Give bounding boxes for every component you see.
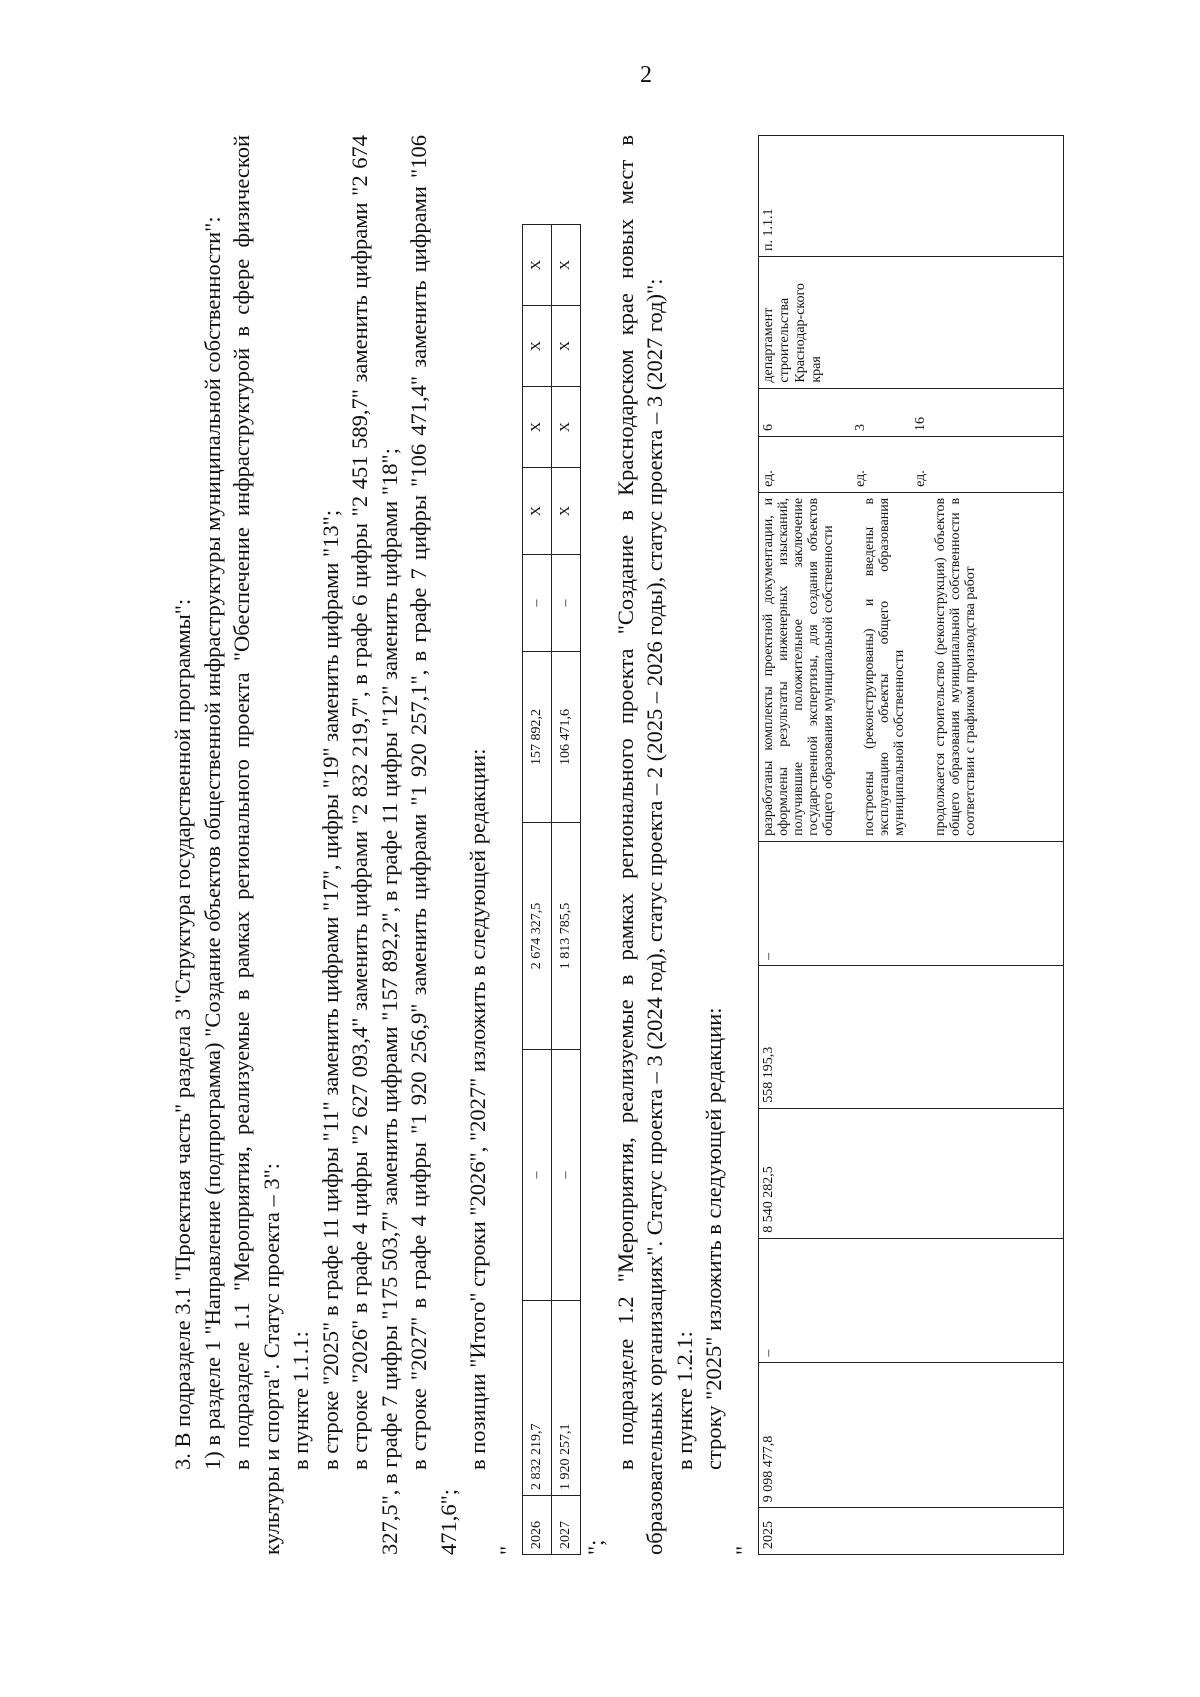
paragraph-row-2025: в строке "2025" в графе 11 цифры "11" заменить цифрами "17", цифры "19" заменить цифрами "13"; xyxy=(317,509,343,1470)
table-cell: – xyxy=(552,555,581,652)
result-text: разработаны комплекты проектной документации, и оформлены результаты инженерных изысканий, получившие положительное заключение государственной экспертизы, для создания объектов общего образования муниципальной собственности xyxy=(761,497,836,836)
paragraph-point-1-2-1: в пункте 1.2.1: xyxy=(671,1331,697,1470)
document-body xyxy=(168,135,1064,1555)
table-row xyxy=(523,225,552,1555)
paragraph-row-2027: в строке "2027" в графе 4 цифры "1 920 256,9" заменить цифрами "1 920 257,1", в графе 7 цифры "106 471,4" заменить цифрами "106 471,6"; xyxy=(406,135,461,1555)
value-text: 3 xyxy=(853,424,868,432)
table-cell: – xyxy=(552,1050,581,1301)
unit-text: ед. xyxy=(913,470,928,487)
value-text: 16 xyxy=(913,417,928,432)
results-cell xyxy=(759,492,1064,841)
paragraph-subsection-1-1: в подразделе 1.1 "Мероприятия, реализуемые в рамках регионального проекта "Обеспечение инфраструктурой в сфере физической культуры и спорта". Статус проекта – 3": xyxy=(229,135,284,1555)
executor-cell: департамент строительства Краснодар-ского края xyxy=(759,257,1064,389)
table-cell: – xyxy=(523,1050,552,1301)
table-cell: 1 813 785,5 xyxy=(552,823,581,1050)
table-cell: 2 674 327,5 xyxy=(523,823,552,1050)
local-cell: 558 195,3 xyxy=(759,965,1064,1108)
unit-text: ед. xyxy=(853,470,868,487)
table-cell: X xyxy=(523,387,552,468)
table-row xyxy=(759,136,1064,1555)
row-2025-table xyxy=(758,135,1064,1555)
itogo-table xyxy=(522,224,581,1555)
paragraph-itogo: в позиции "Итого" строки "2026", "2027" изложить в следующей редакции: xyxy=(465,748,490,1470)
table-cell: 1 920 257,1 xyxy=(552,1301,581,1496)
table-cell: – xyxy=(523,555,552,652)
unit-text: ед. xyxy=(761,470,776,487)
regional-cell: 8 540 282,5 xyxy=(759,1108,1064,1238)
paragraph-subsection-1-2: в подразделе 1.2 "Мероприятия, реализуемые в рамках регионального проекта "Создание в Краснодарском крае новых мест в образовательных организациях". Статус проекта – 3 (2024 год), статус проекта – 2 (2025 – 2026 годы), статус проекта – 3 (2027 год)": xyxy=(612,135,667,1555)
value-text: 6 xyxy=(761,424,776,432)
paragraph-row-2025-redaction: строку "2025" изложить в следующей редакции: xyxy=(701,1007,726,1470)
year-cell: 2025 xyxy=(759,1508,1064,1555)
table-cell: 2 832 219,7 xyxy=(523,1301,552,1496)
page-number: 2 xyxy=(640,62,652,88)
table-cell: X xyxy=(552,225,581,306)
table-cell: 106 471,6 xyxy=(552,652,581,823)
paragraph-row-2026: в строке "2026" в графе 4 цифры "2 627 093,4" заменить цифрами "2 832 219,7", в графе 6 цифры "2 451 589,7" заменить цифрами "2 674 327,5", в графе 7 цифры "175 503,7" заменить цифрами "157 892,2", в графе 11 цифры "12" заменить цифрами "18"; xyxy=(347,135,402,1555)
table-cell: X xyxy=(523,306,552,387)
table-cell: X xyxy=(523,468,552,555)
rotated-content xyxy=(150,95,1200,1595)
quote-open-mark: " xyxy=(494,1545,520,1555)
federal-cell: – xyxy=(759,1238,1064,1362)
quote-open-mark-2: " xyxy=(730,1545,756,1555)
table-cell: X xyxy=(552,387,581,468)
paragraph-point-1-1-1: в пункте 1.1.1: xyxy=(288,1331,313,1470)
table-row xyxy=(552,225,581,1555)
table-cell: X xyxy=(552,306,581,387)
unit-cell xyxy=(759,437,1064,493)
value-cell xyxy=(759,388,1064,436)
reference-cell: п. 1.1.1 xyxy=(759,136,1064,257)
table-cell: X xyxy=(523,225,552,306)
quote-close-mark: "; xyxy=(583,1539,608,1555)
paragraph-section-3: 3. В подразделе 3.1 "Проектная часть" раздела 3 "Структура государственной программы": xyxy=(170,598,195,1470)
paragraph-subitem-1: 1) в разделе 1 "Направление (подпрограмма) "Создание объектов общественной инфраструктуры муниципальной собственности": xyxy=(199,216,225,1470)
table-cell: 2026 xyxy=(523,1496,552,1555)
table-cell: 157 892,2 xyxy=(523,652,552,823)
total-cell: 9 098 477,8 xyxy=(759,1362,1064,1508)
table-cell: X xyxy=(552,468,581,555)
result-text: построены (реконструированы) и введены в эксплуатацию объекты общего образования муниципальной собственности xyxy=(862,497,907,836)
result-text: продолжается строительство (реконструкция) объектов общего образования муниципальной собственности в соответствии с графиком производства работ xyxy=(933,497,978,836)
extra-cell: – xyxy=(759,841,1064,965)
table-cell: 2027 xyxy=(552,1496,581,1555)
